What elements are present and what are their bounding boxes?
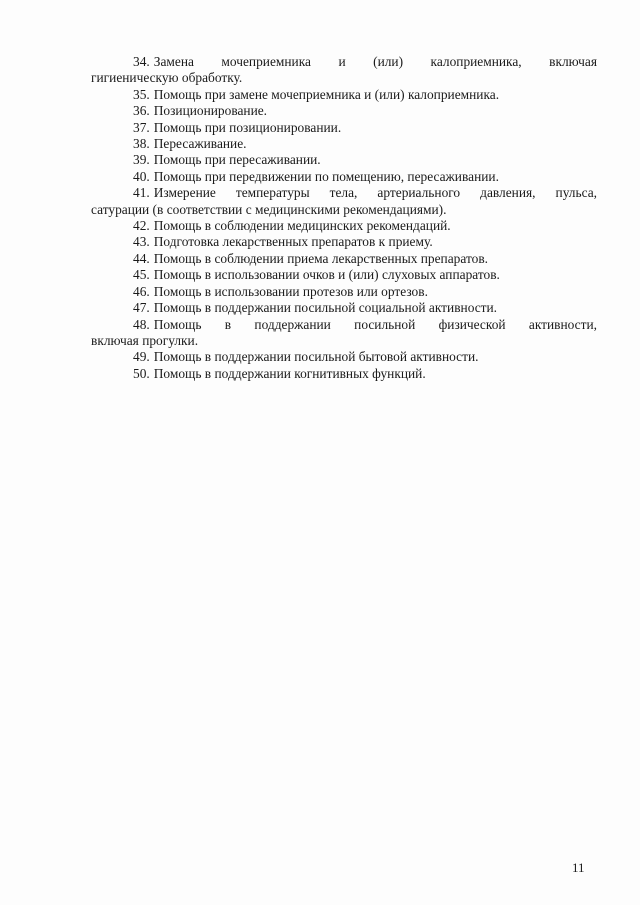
list-item-49 [91, 349, 597, 365]
item-number: 40. [133, 168, 150, 184]
item-number: 42. [133, 218, 150, 234]
item-text: Замена мочеприемника и (или) калоприемника, включая [153, 54, 597, 69]
item-number: 48. [133, 316, 150, 332]
list-item-50 [91, 366, 597, 382]
list-item-48-continuation [91, 333, 597, 349]
item-number: 37. [133, 119, 150, 135]
item-text: Подготовка лекарственных препаратов к приему. [153, 234, 433, 250]
list-item-34-continuation [91, 70, 597, 86]
list-item-39 [91, 152, 597, 168]
item-number: 45. [133, 267, 150, 283]
page-number: 11 [572, 860, 585, 875]
list-item-41-continuation [91, 202, 597, 218]
item-text: Помощь при замене мочеприемника и (или) калоприемника. [153, 86, 500, 102]
item-text: Позиционирование. [153, 103, 268, 119]
item-text: Помощь в поддержании когнитивных функций. [153, 365, 426, 381]
item-text: Измерение температуры тела, артериального давления, пульса, [153, 185, 597, 201]
item-number: 50. [133, 365, 150, 381]
item-number: 39. [133, 152, 150, 168]
item-text: Помощь при пересаживании. [153, 152, 321, 168]
item-text: Помощь в поддержании посильной социальной активности. [153, 300, 498, 316]
list-item-45 [91, 267, 597, 283]
list-item-40 [91, 169, 597, 185]
item-number: 44. [133, 250, 150, 266]
item-number: 41. [133, 185, 150, 201]
item-number: 35. [133, 86, 150, 102]
item-number: 46. [133, 283, 150, 299]
item-number: 38. [133, 136, 150, 152]
list-item-38 [91, 136, 597, 152]
list-item-41 [91, 185, 597, 201]
list-item-37 [91, 120, 597, 136]
item-text: включая прогулки. [91, 332, 199, 348]
item-text: Помощь при позиционировании. [153, 119, 342, 135]
item-number: 49. [133, 349, 150, 365]
item-text: Помощь в поддержании посильной физической активности, [153, 316, 597, 332]
list-item-44 [91, 251, 597, 267]
list-item-36 [91, 103, 597, 119]
services-list [91, 54, 597, 382]
item-text: Помощь в использовании протезов или ортезов. [153, 283, 428, 299]
item-number: 43. [133, 234, 150, 250]
list-item-35 [91, 87, 597, 103]
item-text: Пересаживание. [153, 136, 247, 152]
item-text: гигиеническую обработку. [91, 70, 243, 86]
item-text: Помощь в соблюдении приема лекарственных препаратов. [153, 250, 489, 266]
item-number: 47. [133, 300, 150, 316]
item-text: сатурации (в соответствии с медицинскими рекомендациями). [91, 201, 447, 217]
list-item-46 [91, 284, 597, 300]
item-text: Помощь при передвижении по помещению, пересаживании. [153, 168, 499, 184]
list-item-47 [91, 300, 597, 316]
item-text: Помощь в использовании очков и (или) слуховых аппаратов. [153, 267, 500, 283]
list-item-34 [91, 54, 597, 70]
list-item-42 [91, 218, 597, 234]
item-text: Помощь в поддержании посильной бытовой активности. [153, 349, 479, 365]
item-number: 34. [133, 54, 150, 69]
item-number: 36. [133, 103, 150, 119]
item-text: Помощь в соблюдении медицинских рекомендаций. [153, 218, 451, 234]
list-item-48 [91, 317, 597, 333]
list-item-43 [91, 234, 597, 250]
